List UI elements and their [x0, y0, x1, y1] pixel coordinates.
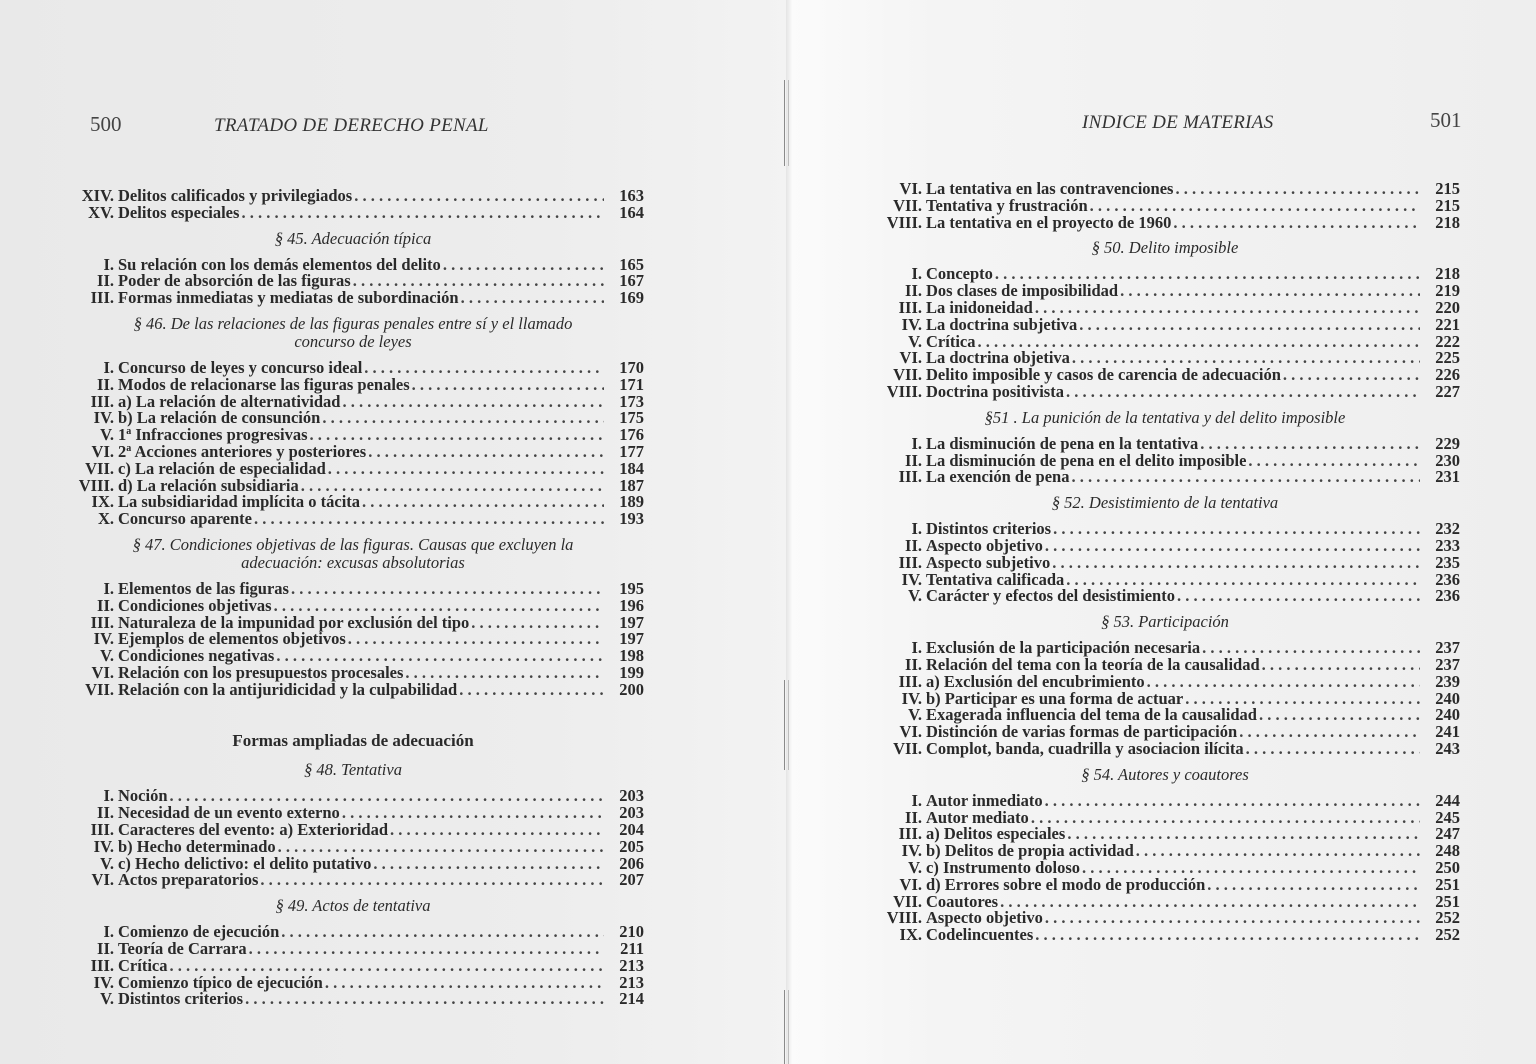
dot-leader [1262, 657, 1420, 674]
dot-leader [373, 856, 604, 873]
entry-title: Distinción de varias formas de participación [926, 722, 1238, 742]
entry-title: d) La relación subsidiaria [118, 475, 299, 495]
section-heading: § 45. Adecuación típica [274, 228, 432, 248]
entry-numeral: II. [97, 938, 114, 958]
entry-page-number: 211 [620, 938, 644, 958]
section-heading: § 50. Delito imposible [1091, 238, 1239, 258]
dot-leader [249, 941, 604, 958]
entry-title: Crítica [118, 955, 168, 975]
dot-leader [1071, 469, 1420, 486]
entry-numeral: IV. [93, 629, 114, 649]
entry-numeral: IV. [901, 688, 922, 708]
entry-title: Distintos criterios [926, 519, 1052, 539]
entry-numeral: II. [905, 807, 922, 827]
entry-numeral: II. [905, 535, 922, 555]
entry-page-number: 197 [619, 629, 644, 649]
dot-leader [1053, 521, 1420, 538]
dot-leader [281, 924, 604, 941]
entry-numeral: VIII. [78, 475, 114, 495]
dot-leader [1045, 538, 1420, 555]
dot-leader [322, 410, 604, 427]
dot-leader [342, 394, 604, 411]
entry-page-number: 204 [619, 819, 644, 839]
entry-page-number: 251 [1435, 891, 1460, 911]
toc-entry[interactable] [62, 872, 644, 889]
entry-numeral: III. [898, 552, 922, 572]
dot-leader [1175, 181, 1420, 198]
entry-page-number: 176 [619, 425, 644, 445]
entry-numeral: III. [90, 288, 114, 308]
entry-title: Noción [118, 786, 168, 806]
entry-page-number: 240 [1435, 688, 1460, 708]
dot-leader [245, 991, 604, 1008]
entry-page-number: 164 [619, 202, 644, 222]
entry-numeral: I. [103, 578, 114, 598]
entry-title: Tentativa y frustración [926, 195, 1088, 215]
staple-icon [784, 80, 789, 166]
entry-page-number: 218 [1435, 212, 1460, 232]
entry-page-number: 206 [619, 853, 644, 873]
dot-leader [291, 581, 604, 598]
entry-page-number: 236 [1435, 569, 1460, 589]
entry-page-number: 214 [619, 989, 644, 1009]
entry-title: Aspecto subjetivo [926, 552, 1051, 572]
entry-title: Autor mediato [926, 807, 1029, 827]
entry-title: Distintos criterios [118, 989, 244, 1009]
entry-page-number: 173 [619, 391, 644, 411]
entry-numeral: V. [908, 705, 922, 725]
entry-numeral: IV. [901, 569, 922, 589]
entry-page-number: 250 [1435, 857, 1460, 877]
dot-leader [461, 290, 604, 307]
toc-entry[interactable] [870, 738, 1460, 758]
entry-page-number: 221 [1435, 314, 1460, 334]
entry-numeral: VIII. [886, 908, 922, 928]
entry-title: La disminución de pena en la tentativa [926, 433, 1199, 453]
dot-leader [1147, 674, 1420, 691]
entry-title: Dos clases de imposibilidad [926, 281, 1119, 301]
entry-numeral: II. [905, 450, 922, 470]
entry-title: Condiciones objetivas [118, 595, 272, 615]
dot-leader [368, 444, 604, 461]
section-heading: § 46. De las relaciones de las figuras penales entre sí y el llamado concurso de leyes [133, 313, 573, 351]
entry-page-number: 203 [619, 803, 644, 823]
entry-numeral: I. [103, 786, 114, 806]
entry-page-number: 195 [619, 578, 644, 598]
entry-numeral: VII. [893, 365, 922, 385]
entry-page-number: 197 [619, 612, 644, 632]
entry-numeral: I. [911, 638, 922, 658]
toc-entry[interactable] [870, 790, 1460, 810]
dot-leader [325, 975, 604, 992]
entry-title: Relación con la antijuridicidad y la culpabilidad [118, 679, 458, 699]
entry-page-number: 252 [1435, 908, 1460, 928]
entry-title: Crítica [926, 331, 976, 351]
entry-title: b) La relación de consunción [118, 408, 321, 428]
entry-page-number: 248 [1435, 841, 1460, 861]
entry-page-number: 170 [619, 357, 644, 377]
entry-numeral: IV. [93, 972, 114, 992]
entry-numeral: III. [898, 671, 922, 691]
dot-leader [1035, 927, 1420, 944]
entry-numeral: VI. [899, 722, 922, 742]
entry-title: Complot, banda, cuadrilla y asociacion ilícita [926, 738, 1244, 758]
entry-page-number: 175 [619, 408, 644, 428]
section-heading: §51 . La punición de la tentativa y del delito imposible [984, 407, 1346, 427]
entry-page-number: 222 [1435, 331, 1460, 351]
entry-title: Actos preparatorios [118, 870, 259, 890]
entry-page-number: 210 [619, 922, 644, 942]
entry-page-number: 225 [1435, 348, 1460, 368]
entry-title: Concepto [926, 264, 993, 284]
entry-page-number: 199 [619, 662, 644, 682]
dot-leader [1136, 843, 1420, 860]
entry-page-number: 220 [1435, 297, 1460, 317]
entry-title: a) Delitos especiales [926, 824, 1066, 844]
entry-numeral: IX. [899, 925, 922, 945]
entry-title: La tentativa en las contravenciones [926, 179, 1174, 198]
toc-entry[interactable] [870, 381, 1460, 401]
entry-title: Condiciones negativas [118, 646, 275, 666]
entry-page-number: 236 [1435, 586, 1460, 606]
entry-title: b) Participar es una forma de actuar [926, 688, 1184, 708]
dot-leader [241, 205, 604, 222]
toc-entry[interactable] [870, 874, 1460, 894]
dot-leader [412, 377, 604, 394]
entry-numeral: XV. [88, 202, 114, 222]
left-folio [90, 112, 122, 137]
dot-leader [1259, 707, 1420, 724]
dot-leader [443, 257, 604, 274]
right-table-of-contents [870, 181, 1460, 944]
entry-numeral: IV. [93, 408, 114, 428]
toc-entry[interactable] [870, 469, 1460, 486]
section-heading: § 48. Tentativa [304, 760, 402, 780]
entry-page-number: 169 [619, 288, 644, 308]
entry-title: La exención de pena [926, 467, 1070, 487]
entry-numeral: I. [911, 519, 922, 539]
left-running-head [214, 114, 489, 137]
page-number: 500 [90, 112, 122, 136]
dot-leader [1177, 588, 1420, 605]
entry-title: Poder de absorción de las figuras [118, 271, 351, 291]
entry-page-number: 187 [619, 475, 644, 495]
toc-entry[interactable] [62, 955, 644, 975]
entry-numeral: VII. [893, 738, 922, 758]
entry-page-number: 247 [1435, 824, 1460, 844]
entry-numeral: VII. [85, 458, 114, 478]
entry-numeral: XIV. [81, 186, 114, 205]
entry-title: a) Exclusión del encubrimiento [926, 671, 1145, 691]
entry-numeral: IV. [901, 314, 922, 334]
dot-leader [1120, 283, 1420, 300]
entry-page-number: 218 [1435, 264, 1460, 284]
entry-numeral: III. [898, 297, 922, 317]
dot-leader [1207, 877, 1420, 894]
entry-title: d) Errores sobre el modo de producción [926, 874, 1206, 894]
entry-page-number: 171 [619, 374, 644, 394]
entry-title: c) La relación de especialidad [118, 458, 326, 478]
right-running-head [1082, 111, 1274, 134]
entry-title: Comienzo de ejecución [118, 922, 280, 942]
part-heading: Formas ampliadas de adecuación [232, 730, 474, 750]
entry-numeral: V. [100, 853, 114, 873]
dot-leader [1045, 793, 1420, 810]
entry-page-number: 239 [1435, 671, 1460, 691]
entry-numeral: V. [908, 857, 922, 877]
entry-page-number: 233 [1435, 535, 1460, 555]
entry-page-number: 193 [619, 509, 644, 529]
entry-title: Codelincuentes [926, 925, 1034, 945]
entry-page-number: 200 [619, 679, 644, 699]
entry-numeral: V. [908, 331, 922, 351]
entry-page-number: 226 [1435, 365, 1460, 385]
entry-title: Naturaleza de la impunidad por exclusión del tipo [118, 612, 470, 632]
entry-numeral: I. [911, 433, 922, 453]
entry-title: La doctrina objetiva [926, 348, 1070, 368]
dot-leader [1031, 810, 1420, 827]
entry-title: Modos de relacionarse las figuras penales [118, 374, 410, 394]
entry-numeral: VI. [91, 870, 114, 890]
entry-numeral: I. [911, 790, 922, 810]
toc-entry[interactable] [62, 836, 644, 856]
dot-leader [1045, 910, 1420, 927]
left-table-of-contents [62, 188, 644, 1008]
staple-icon [784, 990, 789, 1064]
toc-entry[interactable] [62, 511, 644, 528]
entry-page-number: 219 [1435, 281, 1460, 301]
entry-numeral: V. [100, 425, 114, 445]
entry-title: Autor inmediato [926, 790, 1043, 810]
entry-page-number: 163 [619, 186, 644, 205]
entry-page-number: 165 [619, 254, 644, 274]
running-head-title: TRATADO DE DERECHO PENAL [214, 115, 489, 136]
toc-entry[interactable] [870, 588, 1460, 605]
staple-icon [784, 680, 789, 770]
entry-numeral: VIII. [886, 381, 922, 401]
entry-title: Exclusión de la participación necesaria [926, 638, 1201, 658]
dot-leader [1173, 215, 1420, 232]
dot-leader [254, 511, 604, 528]
entry-title: a) La relación de alternatividad [118, 391, 341, 411]
entry-title: Ejemplos de elementos objetivos [118, 629, 346, 649]
entry-numeral: VI. [899, 874, 922, 894]
entry-numeral: II. [905, 281, 922, 301]
entry-title: Formas inmediatas y mediatas de subordinación [118, 288, 459, 308]
entry-title: Comienzo típico de ejecución [118, 972, 323, 992]
entry-numeral: III. [898, 824, 922, 844]
entry-numeral: IV. [93, 836, 114, 856]
entry-title: c) Hecho delictivo: el delito putativo [118, 853, 372, 873]
entry-title: Su relación con los demás elementos del delito [118, 254, 441, 274]
entry-page-number: 215 [1435, 195, 1460, 215]
entry-numeral: VII. [893, 195, 922, 215]
toc-entry[interactable] [62, 290, 644, 307]
toc-entry[interactable] [870, 212, 1460, 232]
toc-entry[interactable] [870, 927, 1460, 944]
entry-title: La tentativa en el proyecto de 1960 [926, 212, 1172, 232]
entry-title: Caracteres del evento: a) Exterioridad [118, 819, 389, 839]
dot-leader [260, 872, 604, 889]
entry-page-number: 196 [619, 595, 644, 615]
entry-page-number: 240 [1435, 705, 1460, 725]
dot-leader [328, 461, 604, 478]
entry-title: Tentativa calificada [926, 569, 1065, 589]
entry-title: La doctrina subjetiva [926, 314, 1078, 334]
dot-leader [1035, 300, 1420, 317]
dot-leader [1052, 555, 1420, 572]
toc-entry[interactable] [870, 671, 1460, 691]
entry-page-number: 237 [1435, 654, 1460, 674]
page-number: 501 [1430, 108, 1462, 132]
toc-entry[interactable] [62, 991, 644, 1008]
entry-page-number: 232 [1435, 519, 1460, 539]
section-heading: § 47. Condiciones objetivas de las figuras. Causas que excluyen la adecuación: excusas absolutorias [132, 534, 574, 572]
entry-page-number: 215 [1435, 179, 1460, 198]
entry-numeral: VI. [91, 662, 114, 682]
dot-leader [354, 188, 604, 205]
entry-title: Concurso de leyes y concurso ideal [118, 357, 363, 377]
running-head-title: INDICE DE MATERIAS [1082, 112, 1274, 133]
entry-numeral: X. [97, 509, 114, 529]
entry-title: Relación del tema con la teoría de la causalidad [926, 654, 1260, 674]
entry-title: b) Delitos de propia actividad [926, 841, 1134, 861]
entry-numeral: I. [103, 357, 114, 377]
section-heading: § 49. Actos de tentativa [275, 896, 431, 916]
entry-numeral: III. [90, 612, 114, 632]
entry-page-number: 252 [1435, 925, 1460, 945]
entry-title: 1$^a$ Infracciones progresivas [118, 425, 308, 445]
entry-numeral: VI. [899, 179, 922, 198]
entry-page-number: 229 [1435, 433, 1460, 453]
toc-entry[interactable] [62, 679, 644, 699]
entry-page-number: 184 [619, 458, 644, 478]
entry-title: Delitos calificados y privilegiados [118, 186, 353, 205]
entry-numeral: VII. [893, 891, 922, 911]
entry-page-number: 213 [619, 955, 644, 975]
entry-title: 2$^a$ Acciones anteriores y posteriores [118, 441, 367, 461]
entry-numeral: V. [100, 989, 114, 1009]
entry-title: Doctrina positivista [926, 381, 1064, 401]
entry-page-number: 237 [1435, 638, 1460, 658]
dot-leader [362, 494, 604, 511]
dot-leader [1066, 384, 1420, 401]
dot-leader [348, 631, 604, 648]
entry-title: La inidoneidad [926, 297, 1033, 317]
entry-title: Aspecto objetivo [926, 908, 1043, 928]
section-heading: § 53. Participación [1101, 612, 1229, 632]
entry-numeral: VIII. [886, 212, 922, 232]
entry-numeral: II. [905, 654, 922, 674]
dot-leader [1246, 741, 1420, 758]
entry-title: c) Instrumento doloso [926, 857, 1081, 877]
entry-page-number: 227 [1435, 381, 1460, 401]
entry-numeral: III. [90, 955, 114, 975]
entry-page-number: 207 [619, 870, 644, 890]
entry-numeral: V. [100, 646, 114, 666]
entry-title: Exagerada influencia del tema de la causalidad [926, 705, 1257, 725]
entry-title: Delito imposible y casos de carencia de adecuación [926, 365, 1281, 385]
dot-leader [169, 958, 604, 975]
entry-page-number: 205 [619, 836, 644, 856]
entry-numeral: II. [97, 271, 114, 291]
entry-numeral: III. [90, 819, 114, 839]
entry-page-number: 203 [619, 786, 644, 806]
entry-page-number: 235 [1435, 552, 1460, 572]
entry-page-number: 241 [1435, 722, 1460, 742]
right-folio [1430, 108, 1462, 133]
entry-page-number: 167 [619, 271, 644, 291]
dot-leader [459, 682, 604, 699]
entry-numeral: III. [90, 391, 114, 411]
entry-numeral: IX. [91, 492, 114, 512]
dot-leader [1283, 367, 1420, 384]
entry-numeral: VI. [899, 348, 922, 368]
entry-page-number: 213 [619, 972, 644, 992]
toc-entry[interactable] [62, 202, 644, 222]
dot-leader [1239, 724, 1420, 741]
entry-numeral: III. [898, 467, 922, 487]
dot-leader [1248, 453, 1420, 470]
entry-page-number: 189 [619, 492, 644, 512]
entry-numeral: V. [908, 586, 922, 606]
entry-page-number: 243 [1435, 738, 1460, 758]
entry-page-number: 231 [1435, 467, 1460, 487]
entry-title: Carácter y efectos del desistimiento [926, 586, 1175, 606]
entry-numeral: II. [97, 595, 114, 615]
entry-page-number: 244 [1435, 790, 1460, 810]
entry-title: Aspecto objetivo [926, 535, 1043, 555]
entry-page-number: 177 [619, 441, 644, 461]
entry-title: La disminución de pena en el delito imposible [926, 450, 1247, 470]
entry-title: Relación con los presupuestos procesales [118, 662, 404, 682]
entry-numeral: I. [103, 254, 114, 274]
dot-leader [1079, 317, 1420, 334]
entry-page-number: 230 [1435, 450, 1460, 470]
entry-title: b) Hecho determinado [118, 836, 276, 856]
entry-page-number: 245 [1435, 807, 1460, 827]
entry-page-number: 251 [1435, 874, 1460, 894]
entry-numeral: IV. [901, 841, 922, 861]
entry-title: Elementos de las figuras [118, 578, 289, 598]
entry-title: Coautores [926, 891, 999, 911]
entry-numeral: II. [97, 374, 114, 394]
entry-numeral: VI. [91, 441, 114, 461]
dot-leader [390, 822, 604, 839]
entry-page-number: 198 [619, 646, 644, 666]
dot-leader [1000, 894, 1420, 911]
entry-title: Teoría de Carrara [118, 938, 247, 958]
dot-leader [278, 839, 604, 856]
entry-title: Delitos especiales [118, 202, 240, 222]
entry-numeral: VII. [85, 679, 114, 699]
section-heading: § 54. Autores y coautores [1081, 764, 1249, 784]
entry-numeral: I. [103, 922, 114, 942]
entry-numeral: I. [911, 264, 922, 284]
entry-title: Concurso aparente [118, 509, 252, 529]
entry-numeral: II. [97, 803, 114, 823]
section-heading: § 52. Desistimiento de la tentativa [1051, 493, 1279, 513]
dot-leader [471, 615, 604, 632]
entry-title: Necesidad de un evento externo [118, 803, 340, 823]
entry-title: La subsidiaridad implícita o tácita [118, 492, 361, 512]
